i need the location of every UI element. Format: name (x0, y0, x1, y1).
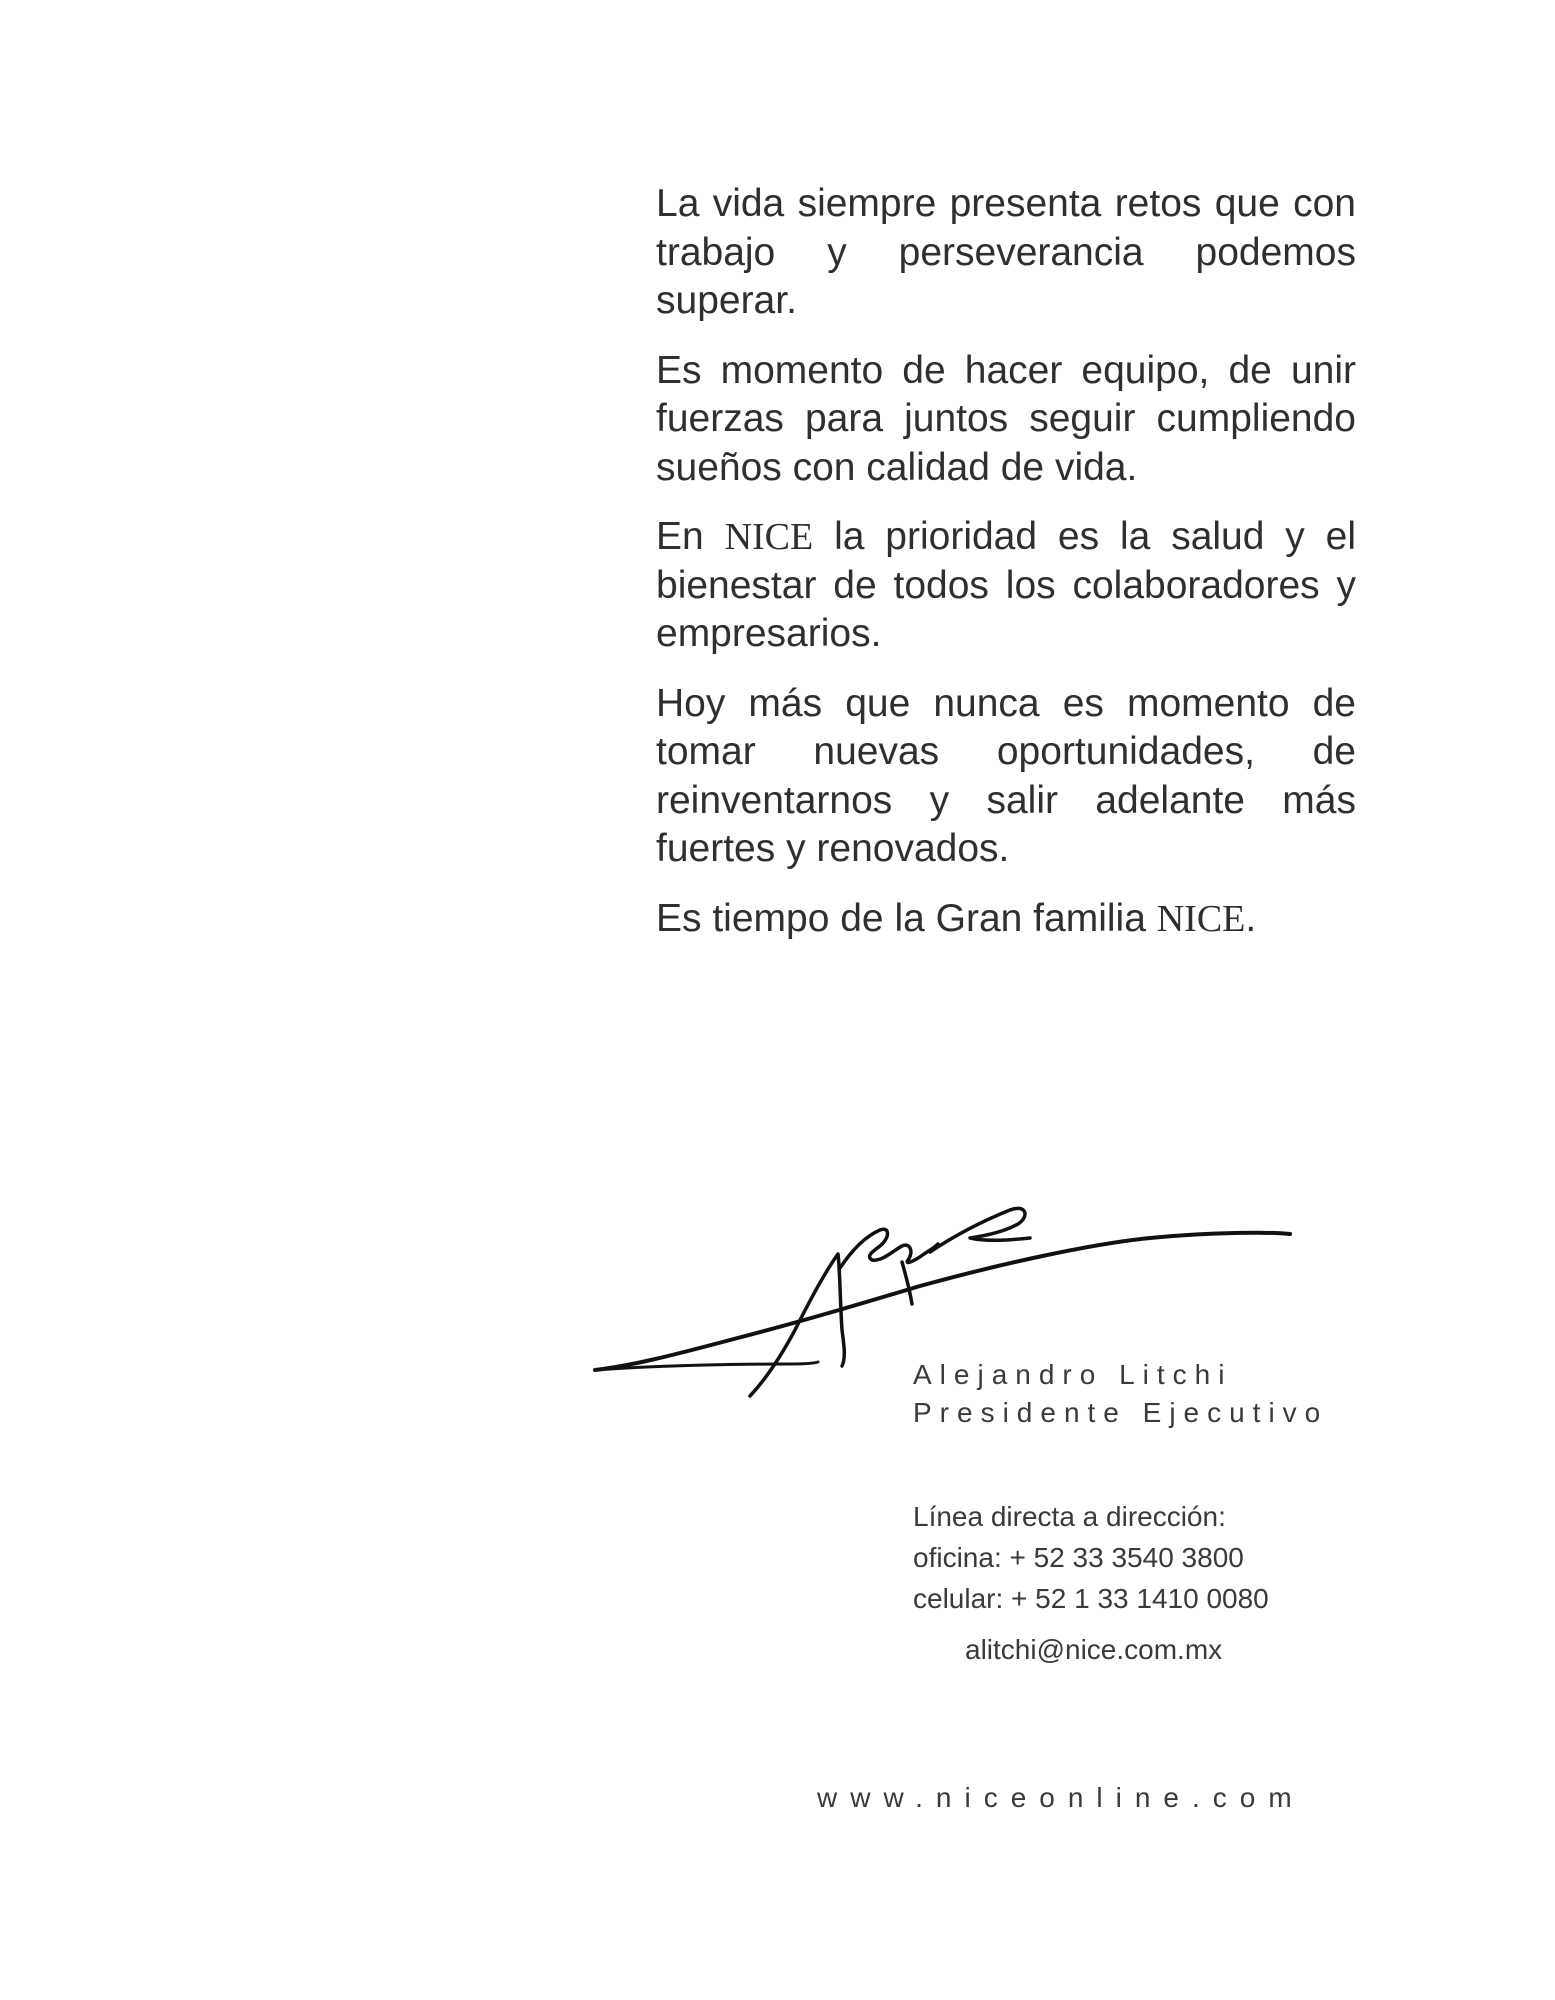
mobile-phone[interactable]: celular: + 52 1 33 1410 0080 (913, 1583, 1269, 1614)
signer-title: Presidente Ejecutivo (913, 1397, 1329, 1428)
brand-name: NICE (1156, 897, 1246, 940)
signer-block (913, 1356, 1328, 1432)
signature-stroke (930, 1208, 1030, 1252)
paragraph-1: La vida siempre presenta retos que con trabajo y perseverancia podemos superar. (656, 182, 1356, 322)
signature-stroke (902, 1262, 912, 1304)
paragraph-3 (656, 513, 1356, 659)
paragraph-3-end: la prioridad es la salud y el bienestar de todos los colaboradores y empresarios. (656, 515, 1357, 655)
signature-stroke (750, 1254, 844, 1396)
signature-stroke (595, 1233, 1290, 1370)
contact-heading: Línea directa a dirección: (913, 1501, 1226, 1532)
signer-name: Alejandro Litchi (913, 1359, 1233, 1390)
letter-body (656, 180, 1356, 964)
paragraph-4: Hoy más que nunca es momento de tomar nuevas oportunidades, de reinventarnos y salir adelante más fuertes y renovados. (656, 681, 1356, 870)
paragraph-5-end: . (1245, 896, 1257, 940)
signature-stroke (840, 1229, 938, 1268)
paragraph-2: Es momento de hacer equipo, de unir fuerzas para juntos seguir cumpliendo sueños con calidad de vida. (656, 348, 1356, 489)
brand-name: NICE (724, 516, 814, 558)
website-link[interactable]: www.niceonline.com (817, 1782, 1305, 1813)
paragraph-5-start: Es tiempo de la Gran familia (656, 896, 1157, 940)
contact-block (913, 1496, 1269, 1670)
paragraph-5 (656, 895, 1356, 944)
email-link[interactable]: alitchi@nice.com.mx (965, 1634, 1223, 1665)
paragraph-3-start: En (656, 515, 725, 558)
office-phone[interactable]: oficina: + 52 33 3540 3800 (913, 1542, 1244, 1573)
